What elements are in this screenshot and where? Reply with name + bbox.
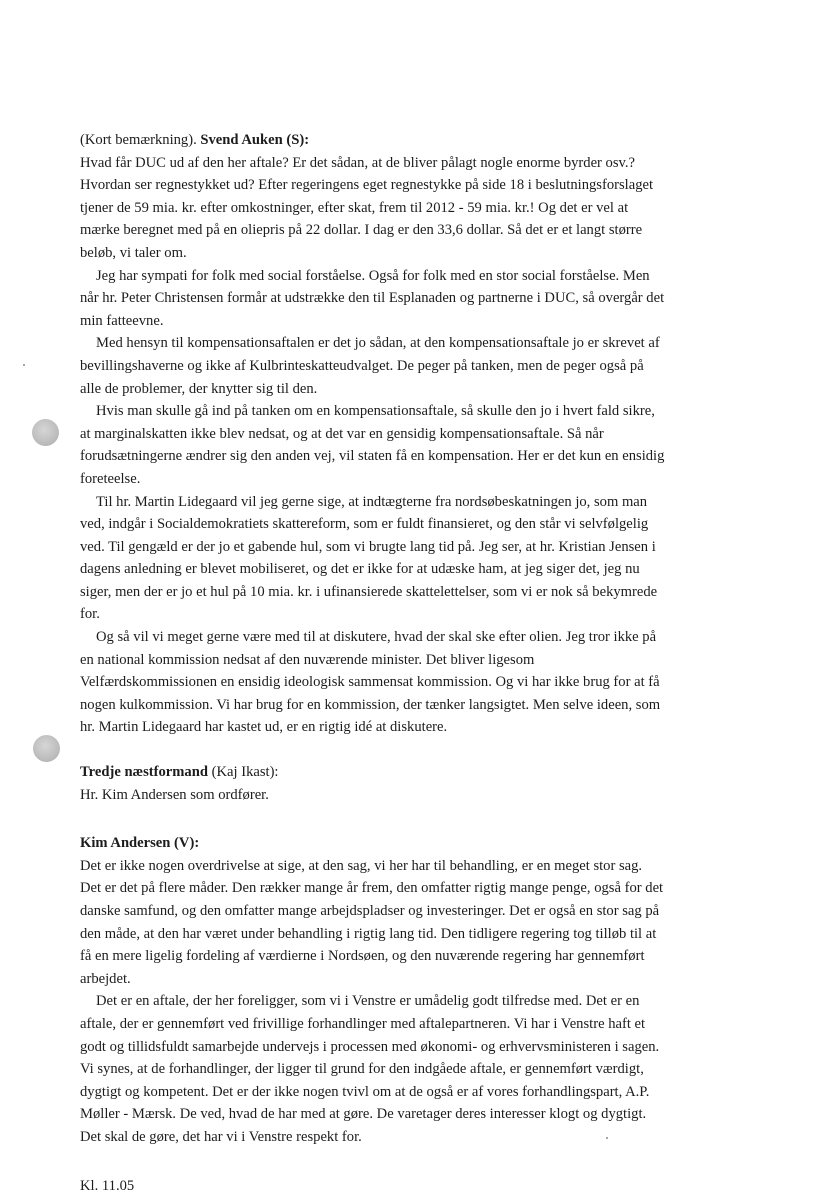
speaker-heading: [80, 832, 755, 855]
text-line: foreteelse.: [80, 470, 141, 487]
chair-heading: [80, 761, 755, 784]
time-stamp: Kl. 11.05: [80, 1177, 135, 1194]
paragraph: [80, 332, 755, 400]
spacer: [80, 1149, 755, 1175]
text-line: ved. Til gengæld er der jo et gabende hul, som vi brugte lang tid på. Jeg ser, at hr. Kristian Jensen i: [80, 538, 656, 555]
text-line: Det er det på flere måder. Den rækker mange år frem, den omfatter rigtig mange penge, også for det: [80, 880, 664, 897]
chair-name: (Kaj Ikast):: [211, 764, 279, 781]
text-line: Og så vil vi meget gerne være med til at diskutere, hvad der skal ske efter olien. Jeg tror ikke på: [96, 629, 657, 646]
chair-announcement: Hr. Kim Andersen som ordfører.: [80, 786, 269, 803]
speaker-name: Svend Auken (S):: [200, 132, 310, 148]
text-line: aftale, der er gennemført ved frivillige forhandlinger med aftalepartneren. Vi har i Venstre haft et: [80, 1015, 646, 1032]
speaker-name: Kim Andersen (V):: [80, 835, 200, 852]
paragraph: [80, 626, 755, 739]
spacer: [80, 739, 755, 761]
text-line: dagens anledning er blevet mobiliseret, og det er ikke for at udæske ham, at jeg siger det, jeg nu: [80, 561, 640, 578]
text-line: for.: [80, 606, 100, 623]
text-line: få en mere ligelig fordeling af værdierne i Nordsøen, og den nuværende regering har gennemført: [80, 948, 645, 965]
paragraph: [80, 265, 755, 333]
text-line: forudsætningerne ændrer sig den anden vej, vil staten få en kompensation. Her er det kun en ensidig: [80, 448, 665, 465]
text-line: beløb, vi taler om.: [80, 244, 187, 261]
text-line: Møller - Mærsk. De ved, hvad de har med at gøre. De varetager deres interesser klogt og dygtigt.: [80, 1106, 647, 1123]
text-line: mærke beregnet med på en oliepris på 22 dollar. I dag er den 33,6 dollar. Så det er et langt større: [80, 222, 643, 239]
text-line: Hvis man skulle gå ind på tanken om en kompensationsaftale, så skulle den jo i hvert fald sikre,: [96, 403, 655, 420]
text-line: danske samfund, og den omfatter mange arbejdspladser og investeringer. Det er også en stor sag på: [80, 903, 660, 919]
text-line: Jeg har sympati for folk med social forståelse. Også for folk med en stor social forståelse. Men: [96, 267, 650, 284]
text-line: Velfærdskommissionen en ensidig ideologisk sammensat kommission. Og vi har ikke brug for at få: [80, 674, 660, 691]
text-line: Det er ikke nogen overdrivelse at sige, at den sag, vi her har til behandling, er en meget stor sag.: [80, 857, 643, 874]
paragraph: [80, 491, 755, 627]
remark-label: (Kort bemærkning).: [80, 132, 197, 148]
text-line: arbejdet.: [80, 970, 131, 987]
paragraph: [80, 152, 755, 265]
paragraph: [80, 400, 755, 490]
text-line: Hvordan ser regnestykket ud? Efter regeringens eget regnestykke på side 18 i beslutningsforslaget: [80, 177, 654, 194]
paragraph: [80, 855, 755, 991]
text-line: når hr. Peter Christensen formår at udstrække den til Esplanaden og partnerne i DUC, så overgår det: [80, 290, 665, 307]
paragraph: [80, 990, 755, 1148]
speaker-heading: [80, 129, 755, 152]
text-line: godt og tillidsfuldt samarbejde undervejs i processen med økonomi- og erhvervsministeren i sagen.: [80, 1038, 660, 1055]
text-line: bevillingshaverne og ikke af Kulbrinteskatteudvalget. De peger på tanken, men de peger også på: [80, 357, 644, 374]
text-line: en national kommission nedsat af den nuværende minister. Det bliver ligesom: [80, 651, 535, 668]
text-line: Det skal de gøre, det har vi i Venstre respekt for.: [80, 1128, 362, 1145]
text-line: siger, men der er jo et hul på 10 mia. kr. i ufinansierede skattelettelser, som vi er nok så bekymrede: [80, 583, 658, 600]
speech-body: [80, 855, 755, 1149]
text-line: hr. Martin Lidegaard har kastet ud, er en rigtig idé at diskutere.: [80, 719, 448, 736]
speech-body: [80, 152, 755, 739]
punch-hole-mark: [32, 419, 59, 446]
text-line: at marginalskatten ikke blev nedsat, og at det var en gensidig kompensationsaftale. Så når: [80, 425, 604, 442]
text-line: tjener de 59 mia. kr. efter omkostninger, efter skat, frem til 2012 - 59 mia. kr.! Og det er vel at: [80, 199, 629, 216]
text-line: Vi synes, at de forhandlinger, der ligger til grund for den indgåede aftale, er gennemført værdigt,: [80, 1061, 644, 1078]
text-line: Det er en aftale, der her foreligger, som vi i Venstre er umådelig godt tilfredse med. Det er en: [96, 993, 640, 1010]
transcript-text: [80, 129, 755, 1197]
text-line: Med hensyn til kompensationsaftalen er det jo sådan, at den kompensationsaftale jo er skrevet af: [96, 335, 660, 352]
spacer: [80, 806, 755, 832]
punch-hole-mark: [33, 735, 60, 762]
text-line: nogen kulkommission. Vi har brug for en kommission, der tænker langsigtet. Men selve ideen, som: [80, 696, 661, 713]
text-line: dygtigt og kompetent. Det er der ikke nogen tvivl om at de også er af vores forhandlingspart, A.P.: [80, 1083, 650, 1100]
text-line: den måde, at den har været under behandling i rigtig lang tid. Den tidligere regering tog tilløb til at: [80, 925, 657, 942]
chair-title: Tredje næstformand: [80, 764, 208, 781]
scan-speck: [23, 364, 25, 366]
text-line: alle de problemer, der knytter sig til den.: [80, 380, 318, 397]
text-line: ved, indgår i Socialdemokratiets skattereform, som er fuldt finansieret, og den står vi selvfølgelig: [80, 516, 649, 533]
text-line: Til hr. Martin Lidegaard vil jeg gerne sige, at indtægterne fra nordsøbeskatningen jo, som man: [96, 493, 648, 510]
text-line: Hvad får DUC ud af den her aftale? Er det sådan, at de bliver pålagt nogle enorme byrder osv.?: [80, 154, 636, 171]
text-line: min fatteevne.: [80, 312, 164, 329]
